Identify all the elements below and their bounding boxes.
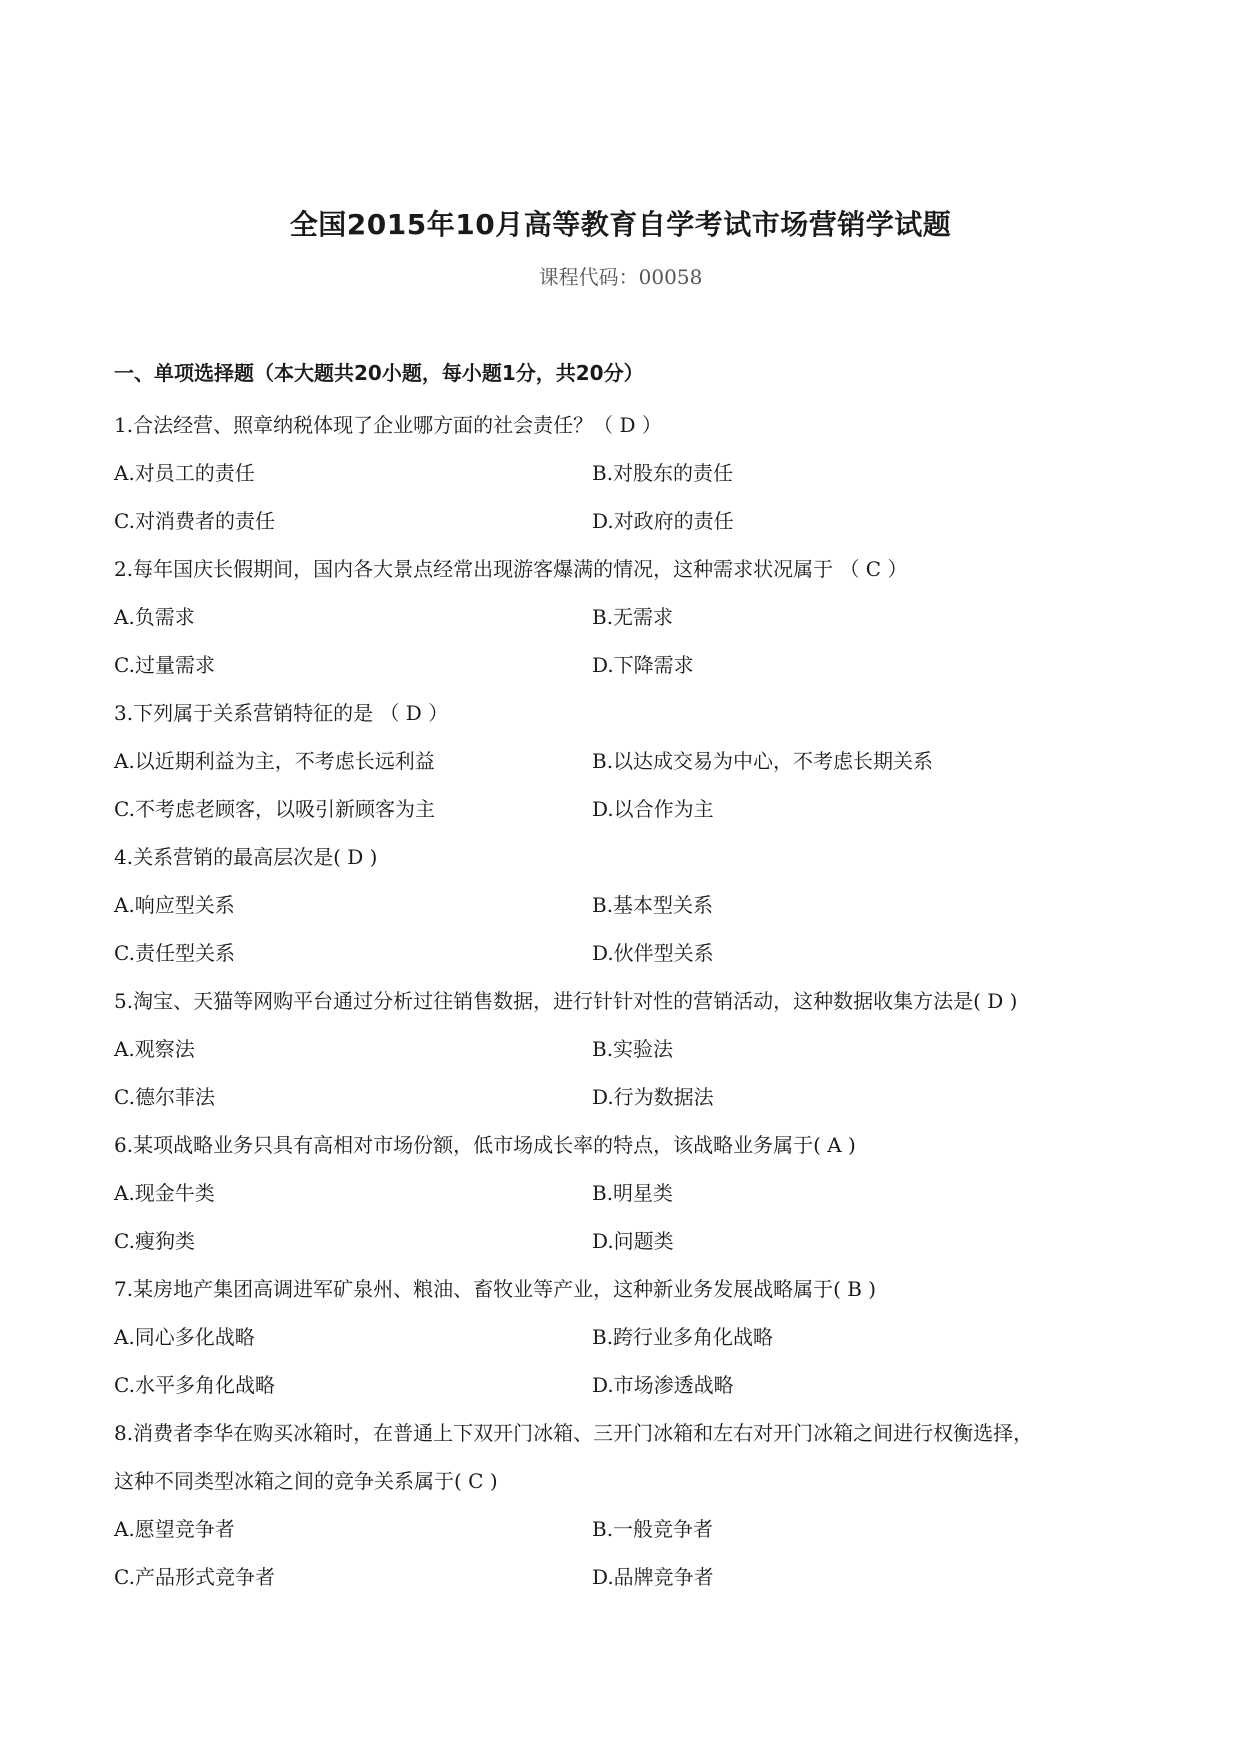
option-a: A.愿望竞争者 bbox=[114, 1517, 235, 1541]
option-row bbox=[114, 593, 1134, 641]
option-a: A.观察法 bbox=[114, 1037, 195, 1061]
option-a: A.对员工的责任 bbox=[114, 461, 255, 485]
option-a: A.同心多化战略 bbox=[114, 1325, 255, 1349]
option-row bbox=[114, 881, 1134, 929]
question-7 bbox=[114, 1265, 1134, 1409]
option-c: C.瘦狗类 bbox=[114, 1229, 195, 1253]
question-stem: 8.消费者李华在购买冰箱时，在普通上下双开门冰箱、三开门冰箱和左右对开门冰箱之间进行权衡选择， bbox=[114, 1421, 1034, 1445]
option-d: D.问题类 bbox=[592, 1229, 674, 1253]
question-6 bbox=[114, 1121, 1134, 1265]
question-1 bbox=[114, 401, 1134, 545]
option-c: C.过量需求 bbox=[114, 653, 215, 677]
option-d: D.对政府的责任 bbox=[592, 509, 734, 533]
question-stem: 这种不同类型冰箱之间的竞争关系属于( C ) bbox=[114, 1469, 498, 1493]
option-d: D.以合作为主 bbox=[592, 797, 714, 821]
option-d: D.下降需求 bbox=[592, 653, 694, 677]
question-4 bbox=[114, 833, 1134, 977]
option-b: B.基本型关系 bbox=[592, 893, 714, 917]
question-stem: 5.淘宝、天猫等网购平台通过分析过往销售数据，进行针针对性的营销活动，这种数据收集方法是( D ) bbox=[114, 989, 1018, 1013]
option-row bbox=[114, 1505, 1134, 1553]
option-row bbox=[114, 1553, 1134, 1601]
option-a: A.以近期利益为主，不考虑长远利益 bbox=[114, 749, 435, 773]
option-c: C.对消费者的责任 bbox=[114, 509, 275, 533]
option-d: D.行为数据法 bbox=[592, 1085, 714, 1109]
option-c: C.水平多角化战略 bbox=[114, 1373, 275, 1397]
option-row bbox=[114, 1025, 1134, 1073]
option-row bbox=[114, 785, 1134, 833]
option-d: D.品牌竞争者 bbox=[592, 1565, 714, 1589]
option-b: B.以达成交易为中心，不考虑长期关系 bbox=[592, 749, 934, 773]
option-a: A.负需求 bbox=[114, 605, 195, 629]
question-8 bbox=[114, 1409, 1134, 1601]
question-3 bbox=[114, 689, 1134, 833]
option-b: B.明星类 bbox=[592, 1181, 674, 1205]
option-row bbox=[114, 449, 1134, 497]
option-row bbox=[114, 641, 1134, 689]
exam-title: 全国2015年10月高等教育自学考试市场营销学试题 bbox=[289, 208, 952, 241]
option-c: C.责任型关系 bbox=[114, 941, 235, 965]
option-b: B.对股东的责任 bbox=[592, 461, 734, 485]
option-row bbox=[114, 497, 1134, 545]
option-d: D.伙伴型关系 bbox=[592, 941, 714, 965]
section-heading: 一、单项选择题（本大题共20小题，每小题1分，共20分） bbox=[114, 361, 644, 385]
question-stem: 1.合法经营、照章纳税体现了企业哪方面的社会责任？（ D ） bbox=[114, 413, 662, 437]
option-b: B.无需求 bbox=[592, 605, 674, 629]
option-row bbox=[114, 1313, 1134, 1361]
option-b: B.实验法 bbox=[592, 1037, 674, 1061]
option-row bbox=[114, 737, 1134, 785]
option-row bbox=[114, 1217, 1134, 1265]
option-c: C.不考虑老顾客，以吸引新顾客为主 bbox=[114, 797, 435, 821]
option-b: B.一般竞争者 bbox=[592, 1517, 714, 1541]
question-stem: 7.某房地产集团高调进军矿泉州、粮油、畜牧业等产业，这种新业务发展战略属于( B ) bbox=[114, 1277, 877, 1301]
question-5 bbox=[114, 977, 1134, 1121]
course-code: 课程代码：00058 bbox=[538, 265, 703, 289]
option-a: A.现金牛类 bbox=[114, 1181, 215, 1205]
question-stem: 2.每年国庆长假期间，国内各大景点经常出现游客爆满的情况，这种需求状况属于 （ C ） bbox=[114, 557, 908, 581]
question-stem: 4.关系营销的最高层次是( D ) bbox=[114, 845, 378, 869]
option-a: A.响应型关系 bbox=[114, 893, 235, 917]
option-row bbox=[114, 1073, 1134, 1121]
option-row bbox=[114, 1169, 1134, 1217]
question-list bbox=[114, 401, 1134, 1601]
option-d: D.市场渗透战略 bbox=[592, 1373, 734, 1397]
option-row bbox=[114, 1361, 1134, 1409]
option-b: B.跨行业多角化战略 bbox=[592, 1325, 774, 1349]
option-c: C.德尔菲法 bbox=[114, 1085, 215, 1109]
option-row bbox=[114, 929, 1134, 977]
question-stem: 6.某项战略业务只具有高相对市场份额，低市场成长率的特点，该战略业务属于( A ) bbox=[114, 1133, 856, 1157]
option-c: C.产品形式竞争者 bbox=[114, 1565, 275, 1589]
question-stem: 3.下列属于关系营销特征的是 （ D ） bbox=[114, 701, 449, 725]
question-2 bbox=[114, 545, 1134, 689]
